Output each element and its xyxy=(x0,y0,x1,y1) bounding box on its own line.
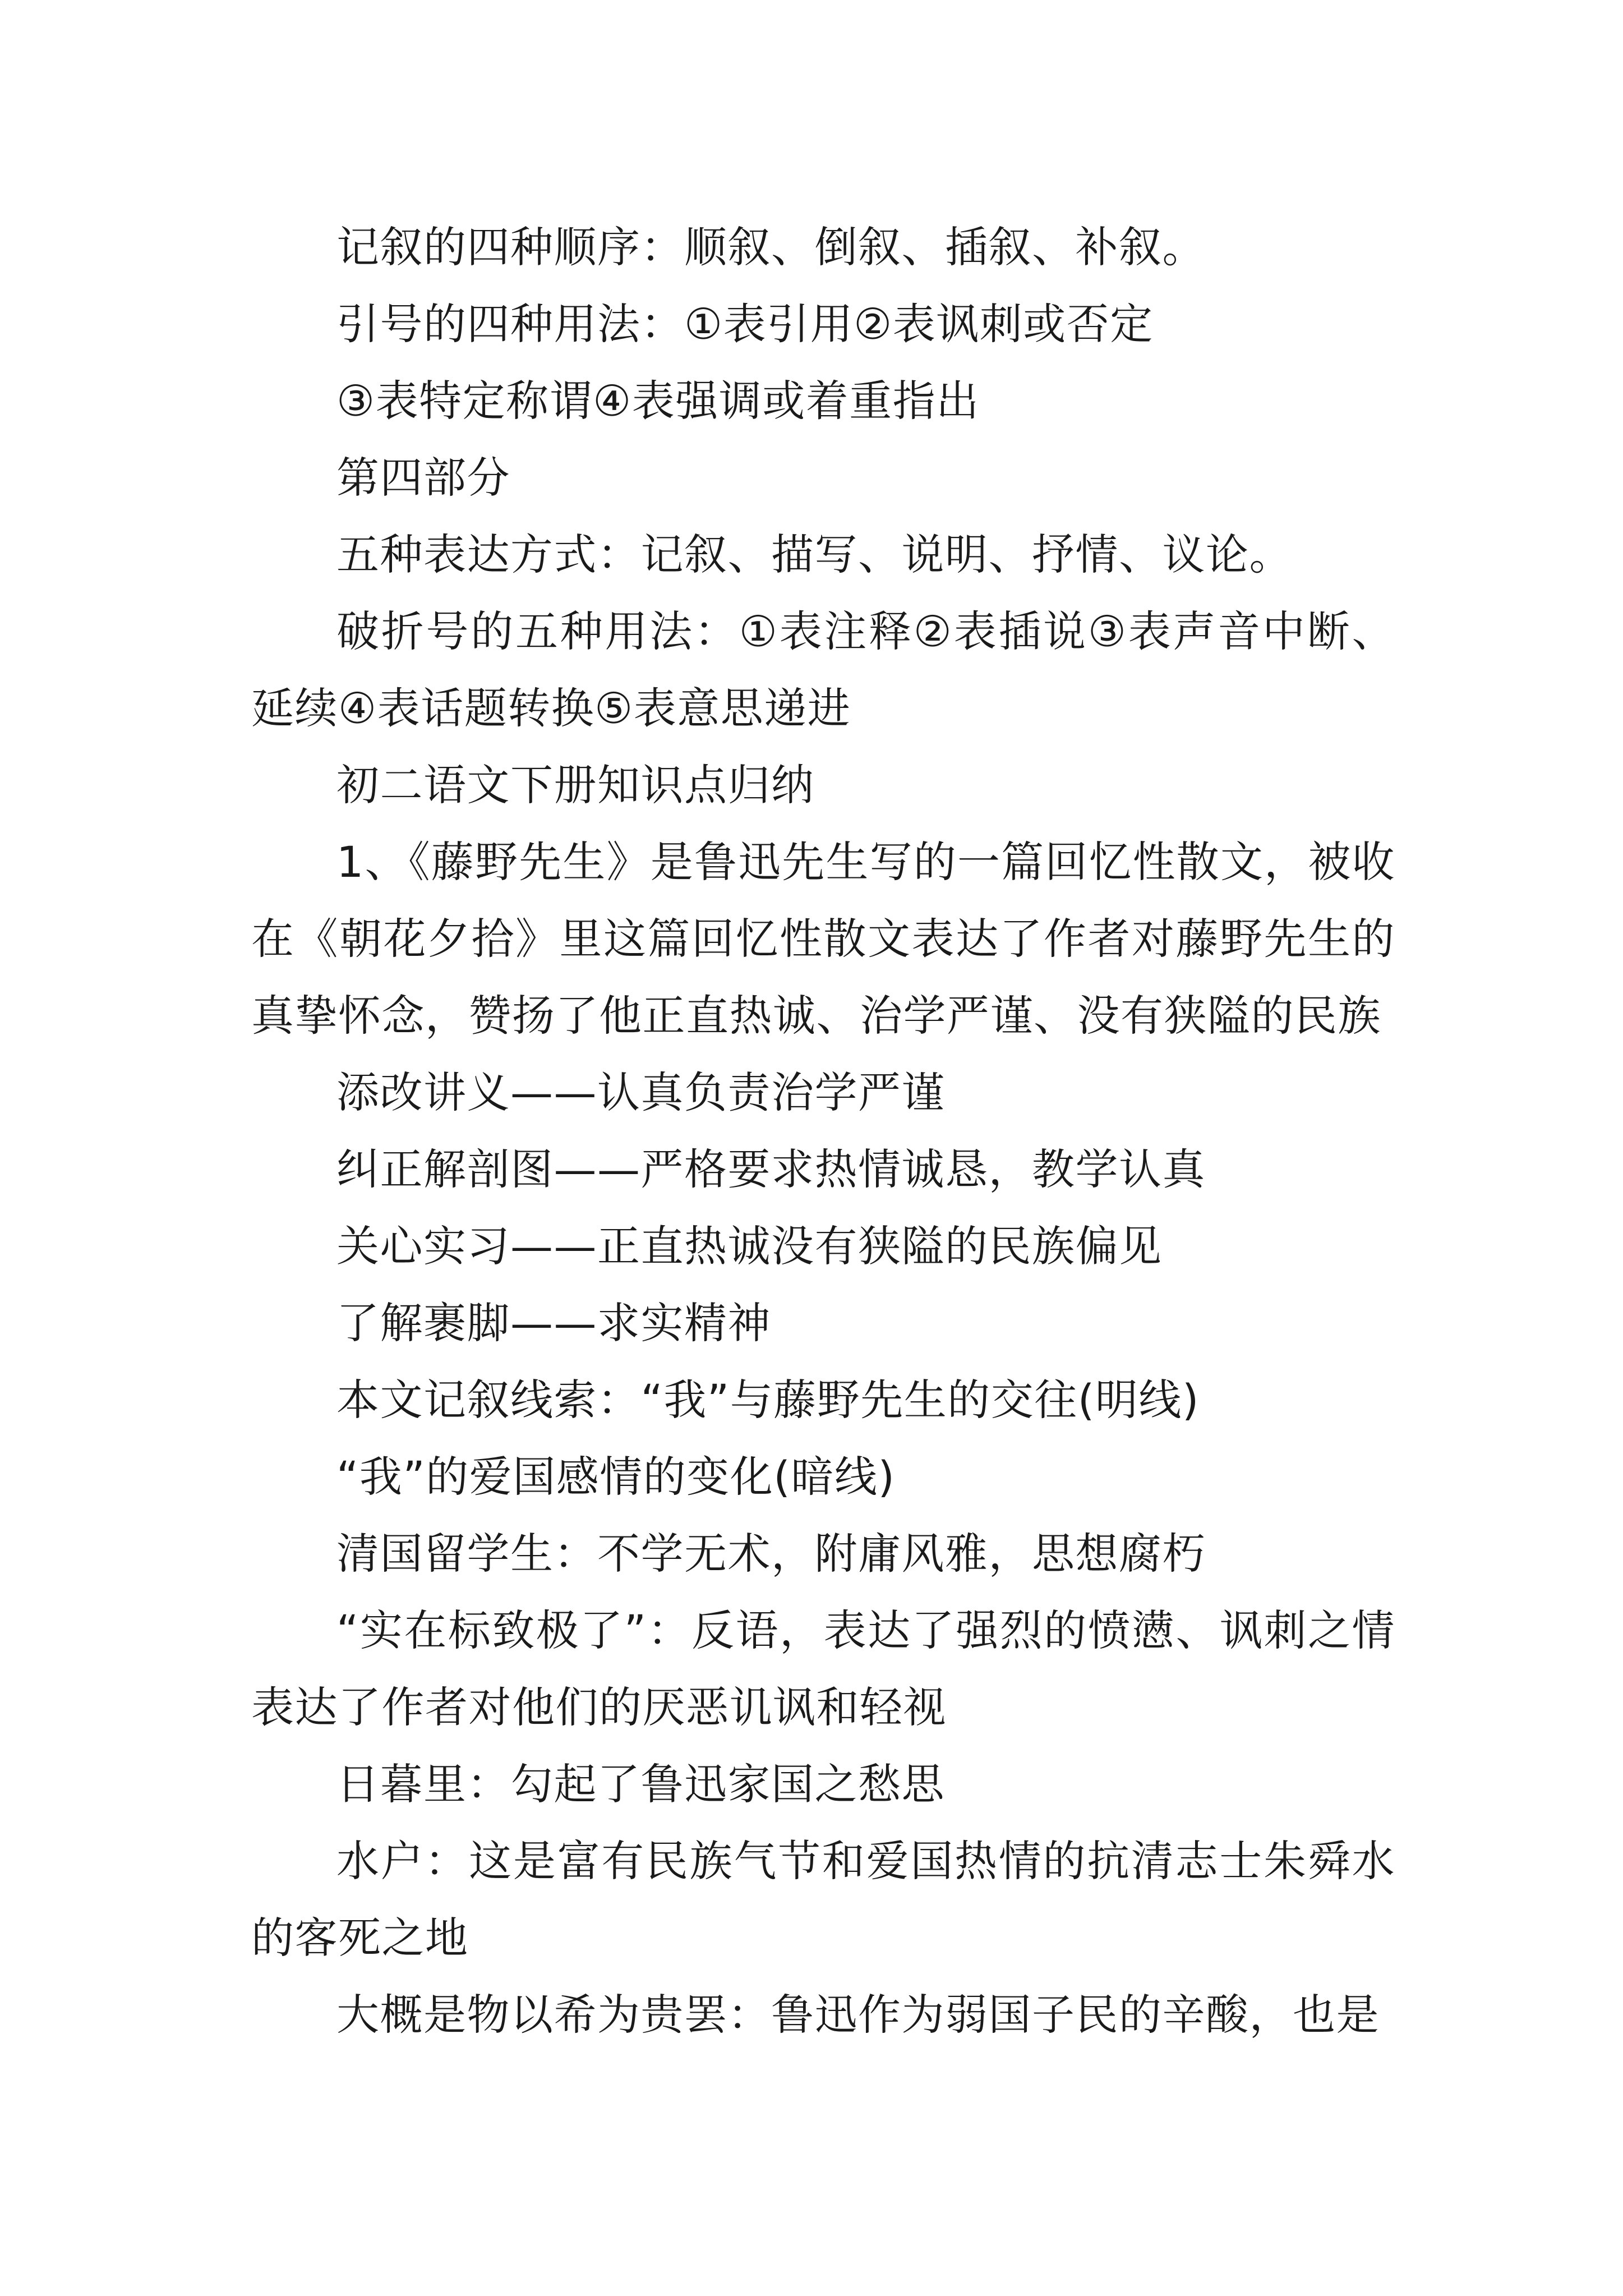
paragraph-dash-usage: 破折号的五种用法：①表注释②表插说③表声音中断、延续④表话题转换⑤表意思递进 xyxy=(251,606,1395,733)
list-item-foot-binding: 了解裹脚——求实精神 xyxy=(336,1298,771,1348)
document-body xyxy=(251,209,1395,2053)
list-item-correct-diagram: 纠正解剖图——严格要求热情诚恳，教学认真 xyxy=(336,1144,1206,1194)
paragraph-narrative-clue-implicit: “我”的爱国感情的变化(暗线) xyxy=(336,1452,896,1502)
paragraph-rare-valuable: 大概是物以希为贵罢：鲁迅作为弱国子民的辛酸，也是 xyxy=(336,1990,1380,2040)
paragraph-expression-modes: 五种表达方式：记叙、描写、说明、抒情、议论。 xyxy=(336,530,1293,579)
paragraph-narration-order: 记叙的四种顺序：顺叙、倒叙、插叙、补叙。 xyxy=(336,222,1206,272)
list-item-revise-notes: 添改讲义——认真负责治学严谨 xyxy=(336,1068,945,1117)
paragraph-quote-marks-usage-cont: ③表特定称谓④表强调或着重指出 xyxy=(336,376,980,426)
paragraph-fujino-intro: 1、《藤野先生》是鲁迅先生写的一篇回忆性散文，被收在《朝花夕拾》里这篇回忆性散文表达了作者对藤野先生的真挚怀念，赞扬了他正直热诚、治学严谨、没有狭隘的民族 xyxy=(251,837,1395,1041)
paragraph-mito: 水户：这是富有民族气节和爱国热情的抗清志士朱舜水的客死之地 xyxy=(251,1836,1395,1963)
paragraph-nippori: 日暮里：勾起了鲁迅家国之愁思 xyxy=(336,1759,945,1809)
section-heading-grade8-knowledge: 初二语文下册知识点归纳 xyxy=(336,760,815,810)
paragraph-quote-marks-usage: 引号的四种用法：①表引用②表讽刺或否定 xyxy=(336,299,1154,349)
section-heading-part-four: 第四部分 xyxy=(336,453,510,503)
paragraph-irony: “实在标致极了”：反语，表达了强烈的愤懑、讽刺之情表达了作者对他们的厌恶讥讽和轻视 xyxy=(251,1605,1395,1732)
paragraph-qing-students: 清国留学生：不学无术，附庸风雅，思想腐朽 xyxy=(336,1529,1206,1579)
list-item-care-practice: 关心实习——正直热诚没有狭隘的民族偏见 xyxy=(336,1221,1163,1271)
paragraph-narrative-clue-explicit: 本文记叙线索：“我”与藤野先生的交往(明线) xyxy=(336,1375,1200,1425)
